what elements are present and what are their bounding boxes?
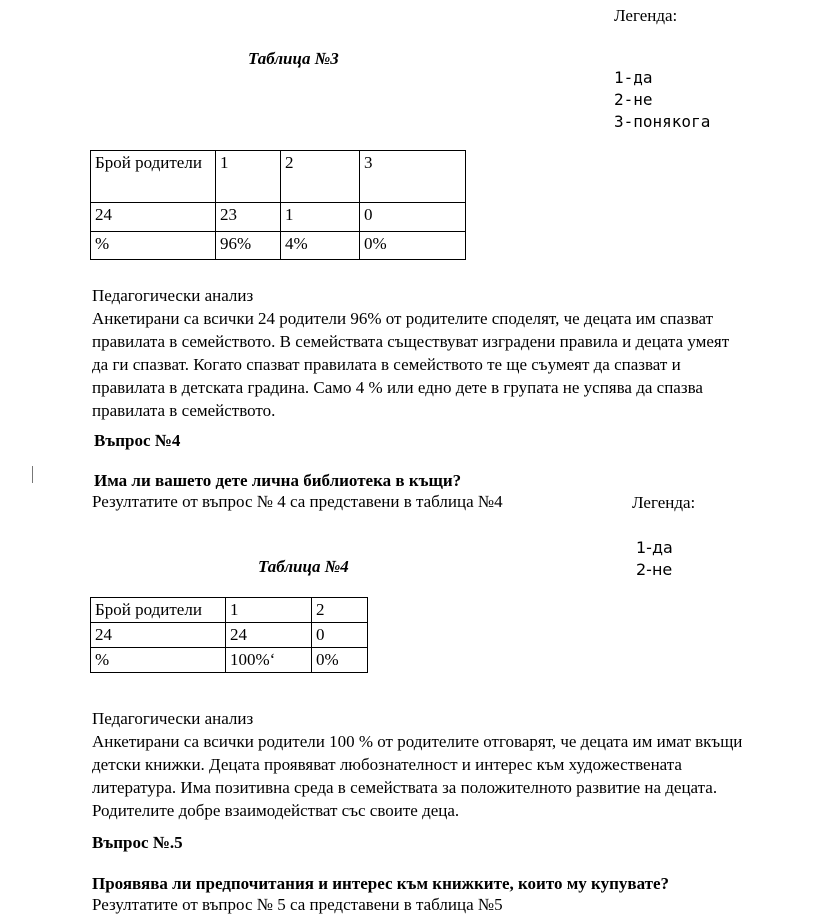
- table3-caption: Таблица №3: [248, 49, 339, 68]
- question5-results: Резултатите от въпрос № 5 са представени в таблица №5: [92, 895, 503, 914]
- table-cell: %: [91, 232, 216, 260]
- analysis-line: правилата в семейството. В семействата съществуват изградени правила и децата умеят: [92, 332, 730, 351]
- table-cell: 24: [91, 203, 216, 232]
- legend-list: [614, 67, 710, 133]
- analysis-heading: Педагогически анализ: [92, 286, 254, 305]
- analysis-line: правилата в семейството.: [92, 401, 276, 420]
- table-header-cell: 2: [281, 151, 360, 203]
- question5-title: Въпрос №.5: [92, 833, 183, 852]
- margin-marker: [32, 466, 33, 483]
- table-cell: 100%‘: [226, 648, 312, 673]
- table-cell: 4%: [281, 232, 360, 260]
- analysis-line: правилата в детската градина. Само 4 % или едно дете в групата не успява да спазва: [92, 378, 703, 397]
- question4-text: Има ли вашето дете лична библиотека в къщи?: [94, 471, 462, 490]
- legend-item: 2-не: [614, 90, 653, 109]
- table-header-cell: Брой родители: [91, 151, 216, 203]
- table-cell: 1: [281, 203, 360, 232]
- table-cell: 23: [216, 203, 281, 232]
- question4-results: Резултатите от въпрос № 4 са представени в таблица №4: [92, 492, 503, 511]
- analysis-line: литература. Има позитивна среда в семействата за положителното развитие на децата.: [92, 778, 718, 797]
- table-header-cell: 1: [216, 151, 281, 203]
- legend-item: 1-да: [614, 68, 653, 87]
- table-header-cell: Брой родители: [91, 598, 226, 623]
- analysis-line: Анкетирани са всички родители 100 % от родителите отговарят, че децата им имат вкъщи: [92, 732, 743, 751]
- legend2-title: Легенда:: [632, 493, 696, 512]
- question5-text: Проявява ли предпочитания и интерес към книжките, които му купувате?: [92, 874, 670, 893]
- table-cell: 0: [360, 203, 466, 232]
- table3: [90, 150, 466, 260]
- table-cell: 0%: [360, 232, 466, 260]
- table-cell: 24: [91, 623, 226, 648]
- analysis-line: да ги спазват. Когато спазват правилата в семейството те ще съумеят да спазват и: [92, 355, 681, 374]
- analysis4: [92, 707, 814, 822]
- table-row: [91, 648, 368, 673]
- analysis-line: Родителите добре взаимодействат със своите деца.: [92, 801, 460, 820]
- table4-caption: Таблица №4: [258, 557, 349, 576]
- legend-item: 1-да: [636, 538, 673, 557]
- analysis-line: Анкетирани са всички 24 родители 96% от родителите споделят, че децата им спазват: [92, 309, 714, 328]
- table-cell: 96%: [216, 232, 281, 260]
- table-row: [91, 203, 466, 232]
- legend-item: 2-не: [636, 560, 673, 579]
- table-header-row: [91, 598, 368, 623]
- question4-title: Въпрос №4: [94, 431, 181, 450]
- table-cell: 24: [226, 623, 312, 648]
- analysis-line: детски книжки. Децата проявяват любознателност и интерес към художествената: [92, 755, 682, 774]
- table-row: [91, 232, 466, 260]
- table-header-row: [91, 151, 466, 203]
- analysis3: [92, 284, 786, 422]
- analysis-heading: Педагогически анализ: [92, 709, 254, 728]
- legend-item: 3-понякога: [614, 112, 711, 131]
- legend2-list: [636, 537, 673, 581]
- table-header-cell: 1: [226, 598, 312, 623]
- table-header-cell: 2: [312, 598, 368, 623]
- table-header-cell: 3: [360, 151, 466, 203]
- legend-title: Легенда:: [614, 6, 678, 25]
- table-cell: %: [91, 648, 226, 673]
- table-row: [91, 623, 368, 648]
- table-cell: 0%: [312, 648, 368, 673]
- table4: [90, 597, 368, 673]
- table-cell: 0: [312, 623, 368, 648]
